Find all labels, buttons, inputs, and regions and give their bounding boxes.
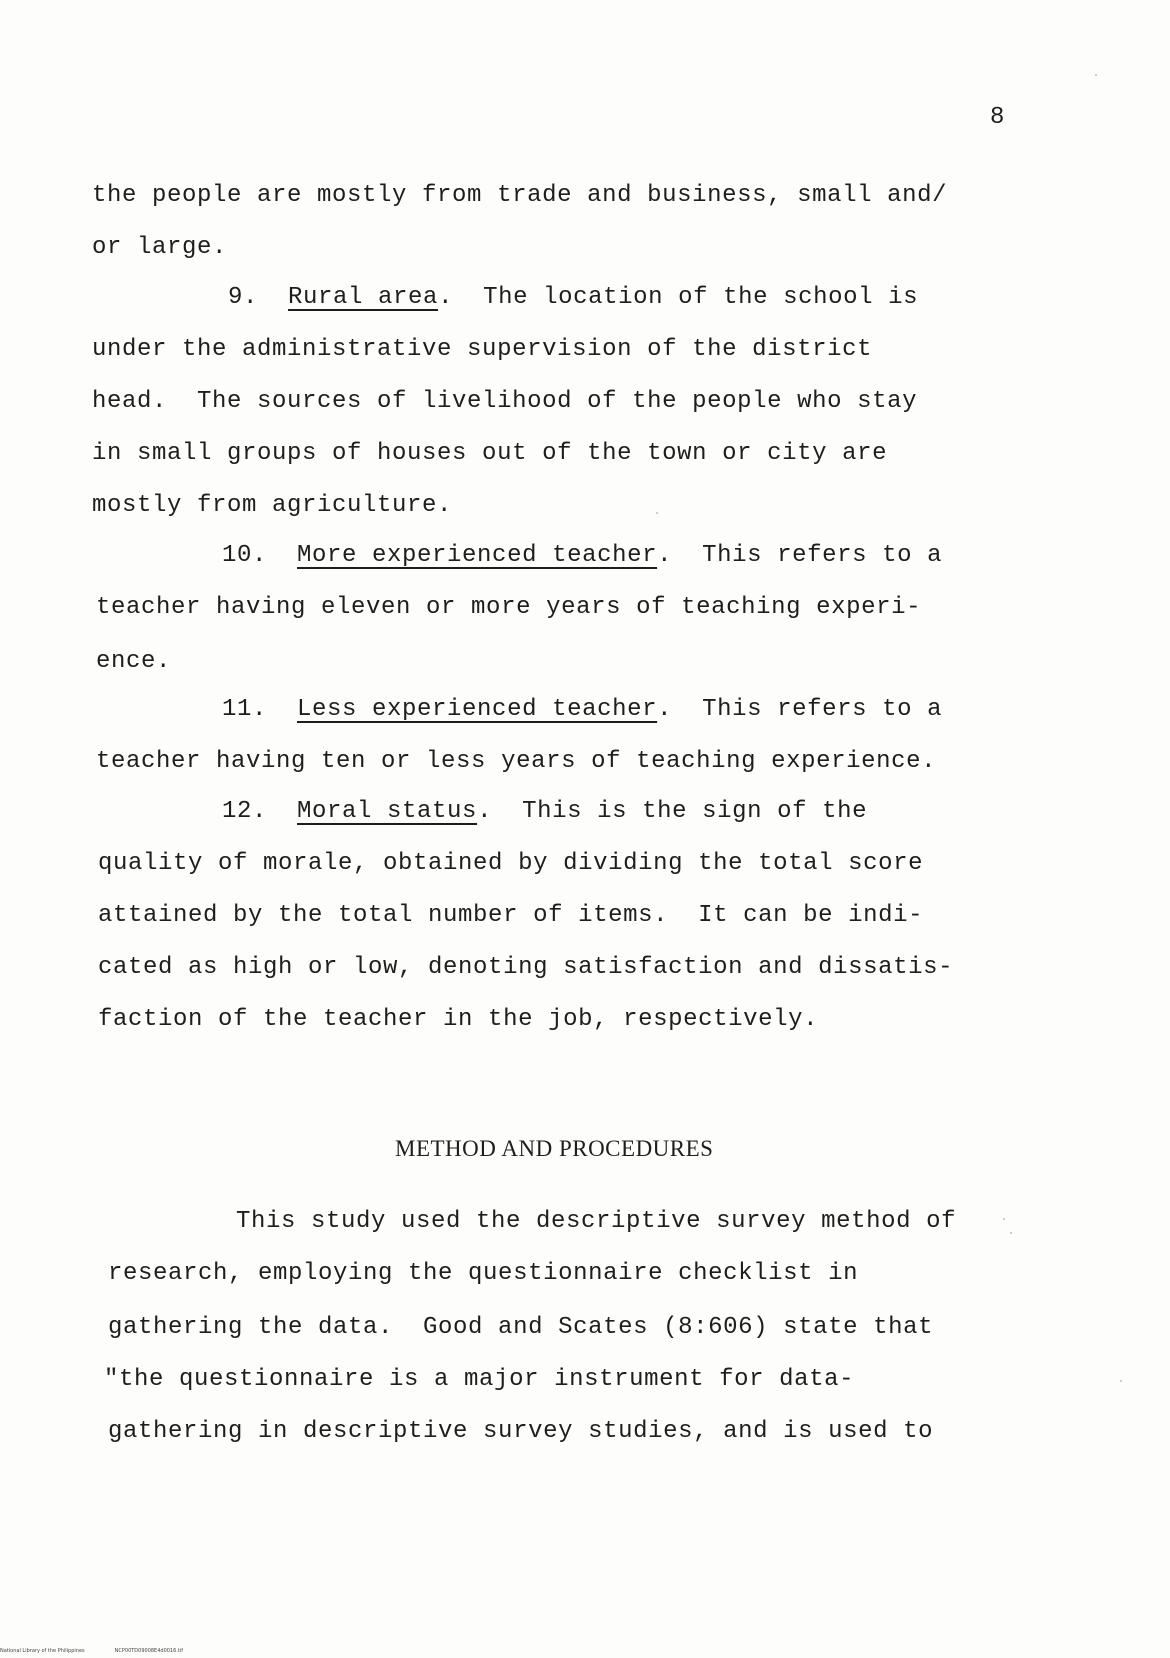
defined-term: Moral status: [297, 798, 478, 825]
item-10-line-1: teacher having eleven or more years of teaching experi-: [96, 594, 922, 621]
item-12-line-2: attained by the total number of items. It can be indi-: [98, 902, 924, 929]
item-12-line-4: faction of the teacher in the job, respectively.: [98, 1006, 819, 1033]
item-9-line-1: under the administrative supervision of the district: [92, 336, 873, 363]
item-lead-text: . This refers to a: [657, 542, 943, 569]
defined-term: Rural area: [288, 284, 439, 311]
method-line-4: "the questionnaire is a major instrument for data-: [104, 1366, 855, 1393]
scan-speck: [1003, 1218, 1005, 1220]
item-number: 9.: [228, 284, 259, 311]
scan-footer: [0, 1648, 213, 1654]
scan-speck: [1120, 1380, 1122, 1382]
intro-line-1: the people are mostly from trade and business, small and/: [92, 182, 948, 209]
item-10-line-2: ence.: [96, 648, 172, 675]
item-number: 10.: [222, 542, 268, 569]
definition-item-9-heading: [228, 284, 918, 311]
page-number: 8: [990, 104, 1005, 131]
item-number: 11.: [222, 696, 268, 723]
item-12-line-1: quality of morale, obtained by dividing the total score: [98, 850, 924, 877]
definition-item-12-heading: [222, 798, 867, 825]
intro-line-2: or large.: [92, 234, 228, 261]
item-lead-text: . This refers to a: [657, 696, 943, 723]
definition-item-10-heading: [222, 542, 942, 569]
item-9-line-3: in small groups of houses out of the town or city are: [92, 440, 888, 467]
method-line-5: gathering in descriptive survey studies, and is used to: [108, 1418, 934, 1445]
file-id: NCP00TD09008E4d0016.tif: [114, 1648, 183, 1654]
item-9-line-2: head. The sources of livelihood of the people who stay: [92, 388, 918, 415]
method-line-2: research, employing the questionnaire checklist in: [108, 1260, 859, 1287]
scan-speck: [1010, 1232, 1012, 1234]
defined-term: Less experienced teacher: [297, 696, 658, 723]
method-line-1: This study used the descriptive survey method of: [236, 1208, 957, 1235]
section-heading: METHOD AND PROCEDURES: [395, 1136, 714, 1161]
method-line-3: gathering the data. Good and Scates (8:606) state that: [108, 1314, 934, 1341]
item-12-line-3: cated as high or low, denoting satisfaction and dissatis-: [98, 954, 954, 981]
item-9-line-4: mostly from agriculture.: [92, 492, 453, 519]
item-lead-text: . The location of the school is: [438, 284, 919, 311]
item-11-line-1: teacher having ten or less years of teaching experience.: [96, 748, 937, 775]
scan-speck: [656, 512, 658, 514]
scan-speck: [1095, 74, 1097, 76]
defined-term: More experienced teacher: [297, 542, 658, 569]
definition-item-11-heading: [222, 696, 942, 723]
item-number: 12.: [222, 798, 268, 825]
library-credit: National Library of the Philippines: [0, 1648, 85, 1654]
item-lead-text: . This is the sign of the: [477, 798, 868, 825]
